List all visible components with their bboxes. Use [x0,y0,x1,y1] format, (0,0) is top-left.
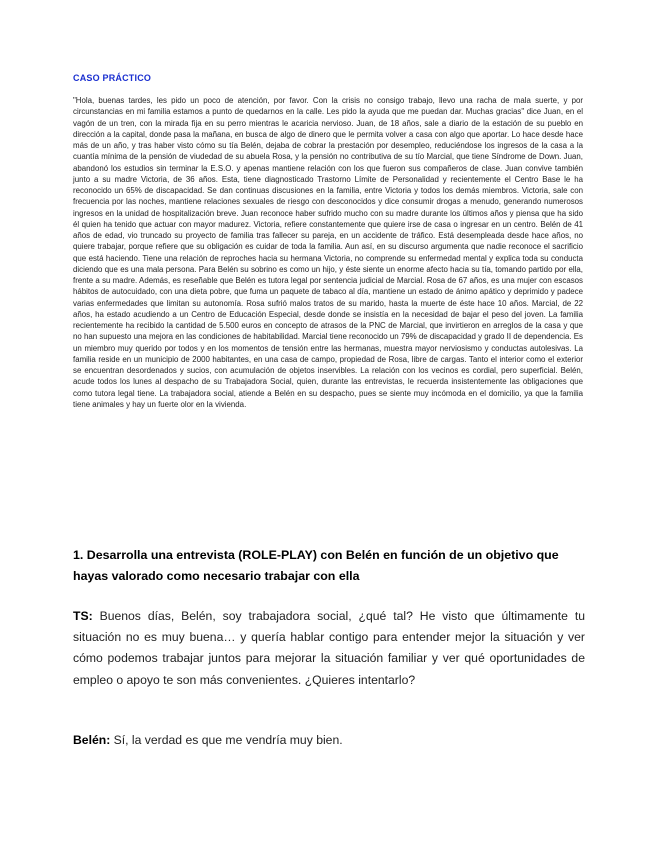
dialogue-text: Sí, la verdad es que me vendría muy bien. [113,733,343,747]
question-heading: 1. Desarrolla una entrevista (ROLE-PLAY) con Belén en función de un objetivo que hayas valorado como necesario trabajar con ella [73,548,559,583]
dialogue-text: Buenos días, Belén, soy trabajadora social, ¿qué tal? He visto que últimamente tu situación no es muy buena… y quería hablar contigo para entender mejor la situación y ver cómo podemos trabajar juntos para mejorar la situación familiar y ver qué oportunidades de empleo o apoyo te son más convenientes. ¿Quieres intentarlo? [73,609,585,687]
case-heading: CASO PRÁCTICO [73,73,152,83]
dialogue-line-ts [73,606,585,691]
speaker-label: Belén: [73,733,111,747]
speaker-label: TS: [73,609,93,623]
case-description: "Hola, buenas tardes, les pido un poco de atención, por favor. Con la crisis no consigo trabajo, llevo una racha de mala suerte, y por circunstancias en mi familia estamos a punto de quedarnos en la calle. Les pido la ayuda que me puedan dar. Muchas gracias" dice Juan, en el vagón de un tren, con la mirada fija en su perro mientras le acaricia nervioso. Juan, de 18 años, sale a diario de la estación de su pueblo en dirección a la capital, donde pasa la mañana, en busca de algo de dinero que le permita volver a casa con algo que aportar. Lo hace desde hace más de un año, y tras haber visto cómo su tía Belén, dejaba de cobrar la prestación por desempleo, reduciéndose los ingresos de la casa a la cuantía mínima de la pensión de viudedad de su abuela Rosa, y la pensión no contributiva de su tío Marcial, que tiene Síndrome de Down. Juan, abandonó los estudios sin terminar la E.S.O. y apenas mantiene relación con los que fueron sus compañeros de clase. Juan convive también junto a su madre Victoria, de 36 años. Esta, tiene diagnosticado Trastorno Límite de Personalidad y recientemente el Centro Base le ha reconocido un 65% de discapacidad. Se dan continuas discusiones en la familia, entre Victoria y todos los demás miembros. Victoria, sale con frecuencia por las noches, mantiene relaciones sexuales de riesgo con desconocidos y dice consumir drogas a menudo, generando numerosos ingresos en la unidad de hospitalización breve. Juan reconoce haber sufrido mucho con su madre durante los últimos años y piensa que ha sido él quien ha tenido que actuar con mayor madurez. Victoria, refiere constantemente que quiere irse de casa o ingresar en un centro. Belén de 41 años de edad, vio truncado su proyecto de familia tras fallecer su pareja, en un accidente de tráfico. Está desempleada desde hace años, no quiere trabajar, porque refiere que su obligación es cuidar de toda la familia. Aun así, en su discurso argumenta que nadie reconoce el sacrificio que está haciendo. Tiene una relación de reproches hacia su hermana Victoria, no comprende su enfermedad mental y explica toda su conducta diciendo que es una mala persona. Para Belén su sobrino es como un hijo, y éste siente un enorme afecto hacia su tía, tomando partido por ella, frente a su madre. Además, es reseñable que Belén es tutora legal por sentencia judicial de Marcial. Rosa de 67 años, es una mujer con escasos hábitos de autocuidado, con una dieta pobre, que fuma un paquete de tabaco al día, mantiene un estado de ánimo apático y deprimido y padece varias enfermedades que limitan su autonomía. Rosa sufrió malos tratos de su marido, hasta la muerte de éste hace 10 años. Marcial, de 22 años, ha estado acudiendo a un Centro de Educación Especial, desde donde se insistía en la necesidad de bajar el peso del joven. La familia recientemente ha recibido la cantidad de 5.500 euros en concepto de atrasos de la PNC de Marcial, que invirtieron en arreglos de la casa y que no han supuesto una mejora en las condiciones de habitabilidad. Marcial tiene reconocido un 79% de discapacidad y grado II de dependencia. Es un miembro muy querido por todos y en los momentos de tensión entre las hermanas, muestra mayor nerviosismo y conductas autolesivas. La familia reside en un municipio de 2000 habitantes, en una casa de campo, propiedad de Rosa, libre de cargas. Tanto el interior como el exterior se encuentran desordenados y sucios, con acumulación de objetos inservibles. La relación con los vecinos es cordial, pero superficial. Belén, acude todos los lunes al despacho de su Trabajadora Social, quien, durante las entrevistas, le recuerda insistentemente las obligaciones que como tutora legal tiene. La trabajadora social, atiende a Belén en su despacho, pues se siente muy incómoda en el domicilio, ya que la familia tiene animales y hay un fuerte olor en la vivienda. [73,96,583,409]
dialogue-line-belen [73,730,585,751]
